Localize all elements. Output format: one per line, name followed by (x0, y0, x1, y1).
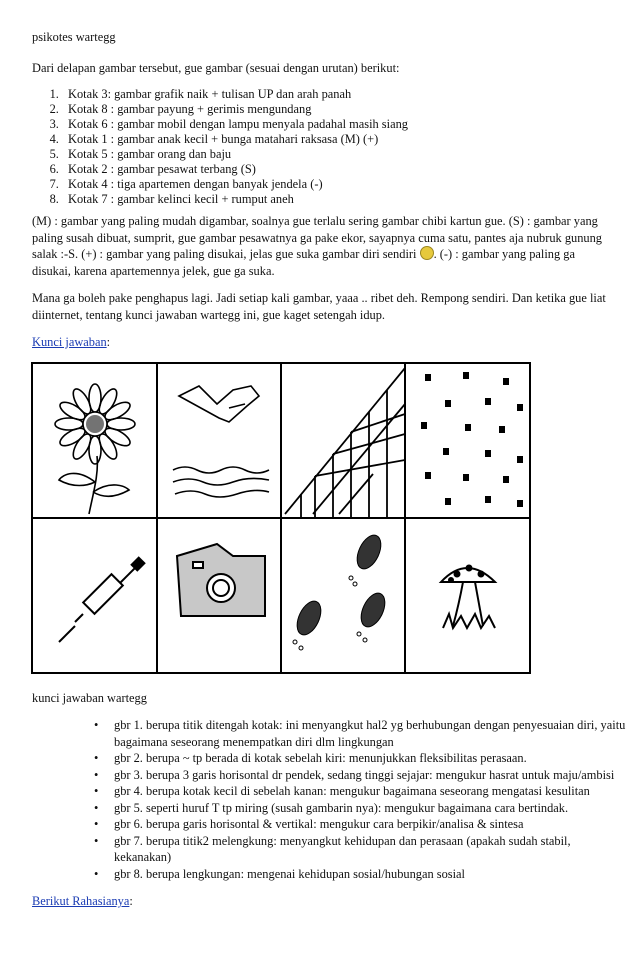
list-item: 3. Kotak 6 : gambar mobil dengan lampu menyala padahal masih siang (62, 116, 622, 131)
list-item: • gbr 8. berupa lengkungan: mengenai kehidupan sosial/hubungan sosial (106, 866, 626, 883)
mushroom-icon (441, 566, 495, 629)
colon: : (106, 335, 111, 349)
kunci-line (32, 334, 612, 351)
rahasia-line (32, 893, 612, 910)
list-item: 4. Kotak 1 : gambar anak kecil + bunga matahari raksasa (M) (+) (62, 131, 622, 146)
bird-over-water-icon (173, 386, 269, 497)
list-item: • gbr 3. berupa 3 garis horisontal dr pendek, sedang tinggi sejajar: mengukur hasrat untuk maju/ambisi (106, 767, 626, 784)
list-item: • gbr 4. berupa kotak kecil di sebelah kanan: mengukur bagaimana seseorang mengatasi kesulitan (106, 783, 626, 800)
key-list (90, 717, 626, 882)
list-item: • gbr 5. seperti huruf T tp miring (susah gambarin nya): mengukur bagaimana cara bertindak. (106, 800, 626, 817)
list-item: 5. Kotak 5 : gambar orang dan baju (62, 146, 622, 161)
list-item: 2. Kotak 8 : gambar payung + gerimis mengundang (62, 101, 622, 116)
list-item: 1. Kotak 3: gambar grafik naik + tulisan UP dan arah panah (62, 86, 622, 101)
page-header: psikotes wartegg (32, 30, 116, 44)
legend-text-tail: . (-) : gambar yang paling ga disukai, karena apartemennya jelek, gue ga suka. (32, 247, 575, 278)
syringe-icon (59, 558, 144, 642)
colon: : (129, 894, 133, 908)
list-item: • gbr 1. berupa titik ditengah kotak: ini menyangkut hal2 yg berhubungan dengan penyesuaian diri, yaitu bagaimana seseorang menempatkan diri dlm lingkungan (106, 717, 626, 750)
wire-grid-icon (285, 368, 405, 518)
wartegg-grid-svg (33, 364, 529, 672)
order-list (32, 86, 622, 206)
legend-text: (M) : gambar yang paling mudah digambar, soalnya gue terlalu sering gambar chibi kartun gue. (S) : gambar yang paling susah dibuat, sumprit, gue gambar pesawatnya ga pake ekor, sayapnya cuma satu, pantes aja nubruk gunung salak :-S. (+) : gambar yang paling disukai, jelas gue suka gambar diri sendiri (32, 214, 602, 261)
list-item: 7. Kotak 4 : tiga apartemen dengan banyak jendela (-) (62, 176, 622, 191)
wartegg-grid (31, 362, 531, 674)
footprints-icon (292, 531, 389, 650)
intro-text: Dari delapan gambar tersebut, gue gambar (sesuai dengan urutan) berikut: (32, 61, 400, 75)
grid-caption: kunci jawaban wartegg (32, 691, 147, 705)
list-item: • gbr 2. berupa ~ tp berada di kotak sebelah kiri: menunjukkan fleksibilitas perasaan. (106, 750, 626, 767)
list-item: • gbr 6. berupa garis horisontal & vertikal: mengukur cara berpikir/analisa & sintesa (106, 816, 626, 833)
list-item: 6. Kotak 2 : gambar pesawat terbang (S) (62, 161, 622, 176)
smiley-icon (420, 246, 434, 260)
paragraph-2: Mana ga boleh pake penghapus lagi. Jadi setiap kali gambar, yaaa .. ribet deh. Rempong sendiri. Dan ketika gue liat diinternet, tentang kunci jawaban wartegg ini, gue kaget setengah idup. (32, 291, 606, 322)
dotted-pattern-icon (421, 372, 523, 507)
legend-paragraph (32, 213, 612, 279)
kunci-jawaban-link[interactable]: Kunci jawaban (32, 335, 107, 349)
berikut-rahasianya-link[interactable]: Berikut Rahasianya (32, 894, 130, 908)
list-item: 8. Kotak 7 : gambar kelinci kecil + rumput aneh (62, 191, 622, 206)
camera-icon (177, 544, 265, 616)
sunflower-icon (55, 384, 135, 514)
list-item: • gbr 7. berupa titik2 melengkung: menyangkut kehidupan dan perasaan (apakah sudah stabil, kekanakan) (106, 833, 626, 866)
